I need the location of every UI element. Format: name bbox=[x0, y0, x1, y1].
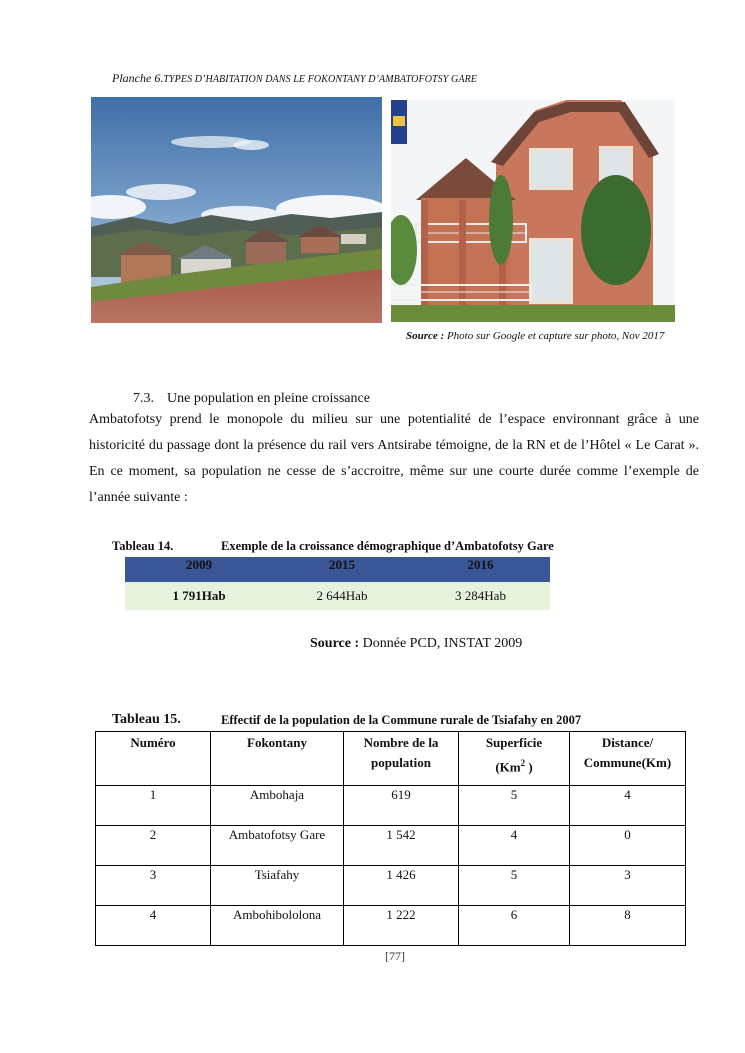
table15 bbox=[95, 731, 686, 946]
distance-cell: 3 bbox=[570, 866, 686, 906]
distance-header-line1: Distance/ bbox=[601, 735, 654, 750]
superficie-header-line1: Superficie bbox=[485, 735, 543, 750]
fokontany-cell: Tsiafahy bbox=[211, 866, 344, 906]
distance-cell: 4 bbox=[570, 786, 686, 826]
section-heading bbox=[133, 391, 370, 407]
superficie-cell: 5 bbox=[459, 866, 570, 906]
table14-header-cell: 2015 bbox=[273, 557, 411, 582]
superficie-cell: 5 bbox=[459, 786, 570, 826]
table-row bbox=[96, 826, 686, 866]
table14-header-cell: 2016 bbox=[411, 557, 550, 582]
fokontany-cell: Ambatofotsy Gare bbox=[211, 826, 344, 866]
table14-source-label: Source : bbox=[310, 636, 360, 651]
table15-header-distance bbox=[570, 732, 686, 786]
table-row bbox=[96, 786, 686, 826]
superficie-cell: 6 bbox=[459, 906, 570, 946]
table14 bbox=[125, 557, 550, 610]
table14-label: Tableau 14. bbox=[112, 539, 174, 553]
body-paragraph: Ambatofotsy prend le monopole du milieu sur une potentialité de l’espace environnant grâce à une historicité du passage dont la présence du rail vers Antsirabe témoigne, de la RN et de l’Hôtel « Le Carat ». En ce moment, sa population ne cesse de s’accroitre, même sur une courte durée comme l’exemple de l’année suivante : bbox=[89, 412, 699, 505]
table-row bbox=[96, 906, 686, 946]
table14-title: Exemple de la croissance démographique d’Ambatofotsy Gare bbox=[221, 539, 554, 553]
fokontany-cell: Ambohaja bbox=[211, 786, 344, 826]
population-header-line2: population bbox=[371, 755, 431, 770]
superficie-header-close: ) bbox=[525, 759, 533, 775]
table15-header-population bbox=[344, 732, 459, 786]
table15-header-numero: Numéro bbox=[96, 732, 211, 786]
page-number: [77] bbox=[385, 949, 405, 963]
population-header-line1: Nombre de la bbox=[363, 735, 439, 750]
table14-cell: 1 791Hab bbox=[125, 582, 273, 610]
numero-cell: 4 bbox=[96, 906, 211, 946]
table15-header-superficie bbox=[459, 732, 570, 786]
population-cell: 1 222 bbox=[344, 906, 459, 946]
population-cell: 619 bbox=[344, 786, 459, 826]
population-cell: 1 542 bbox=[344, 826, 459, 866]
superficie-header-unit: (Km bbox=[495, 759, 521, 775]
table14-source bbox=[310, 636, 522, 652]
planche-prefix: Planche 6. bbox=[112, 71, 164, 85]
distance-cell: 8 bbox=[570, 906, 686, 946]
table14-cell: 2 644Hab bbox=[273, 582, 411, 610]
table14-caption bbox=[112, 539, 554, 554]
distance-cell: 0 bbox=[570, 826, 686, 866]
table15-header-row bbox=[96, 732, 686, 786]
numero-cell: 3 bbox=[96, 866, 211, 906]
landscape-photo bbox=[91, 97, 382, 323]
table15-header-fokontany: Fokontany bbox=[211, 732, 344, 786]
population-cell: 1 426 bbox=[344, 866, 459, 906]
house-photo bbox=[391, 100, 675, 322]
distance-header-line2: Commune(Km) bbox=[583, 755, 672, 770]
planche-caption bbox=[112, 71, 477, 86]
table15-caption bbox=[112, 712, 582, 728]
table15-label: Tableau 15. bbox=[112, 712, 181, 727]
table14-source-text: Donnée PCD, INSTAT 2009 bbox=[359, 636, 523, 651]
table14-data-row bbox=[125, 582, 550, 610]
photo-source bbox=[406, 330, 664, 342]
numero-cell: 2 bbox=[96, 826, 211, 866]
section-number: 7.3. bbox=[133, 391, 154, 406]
fokontany-cell: Ambohibololona bbox=[211, 906, 344, 946]
table-row bbox=[96, 866, 686, 906]
photo-source-text: Photo sur Google et capture sur photo, Nov 2017 bbox=[444, 330, 665, 342]
table14-header-cell: 2009 bbox=[125, 557, 273, 582]
photo-source-label: Source : bbox=[406, 330, 445, 342]
table14-cell: 3 284Hab bbox=[411, 582, 550, 610]
table14-header-row bbox=[125, 557, 550, 582]
superficie-header-exponent: 2 bbox=[520, 758, 526, 768]
section-title: Une population en pleine croissance bbox=[167, 391, 370, 406]
table15-title: Effectif de la population de la Commune rurale de Tsiafahy en 2007 bbox=[221, 713, 582, 727]
planche-title: TYPES D’HABITATION DANS LE FOKONTANY D’AMBATOFOTSY GARE bbox=[163, 74, 477, 85]
superficie-cell: 4 bbox=[459, 826, 570, 866]
numero-cell: 1 bbox=[96, 786, 211, 826]
